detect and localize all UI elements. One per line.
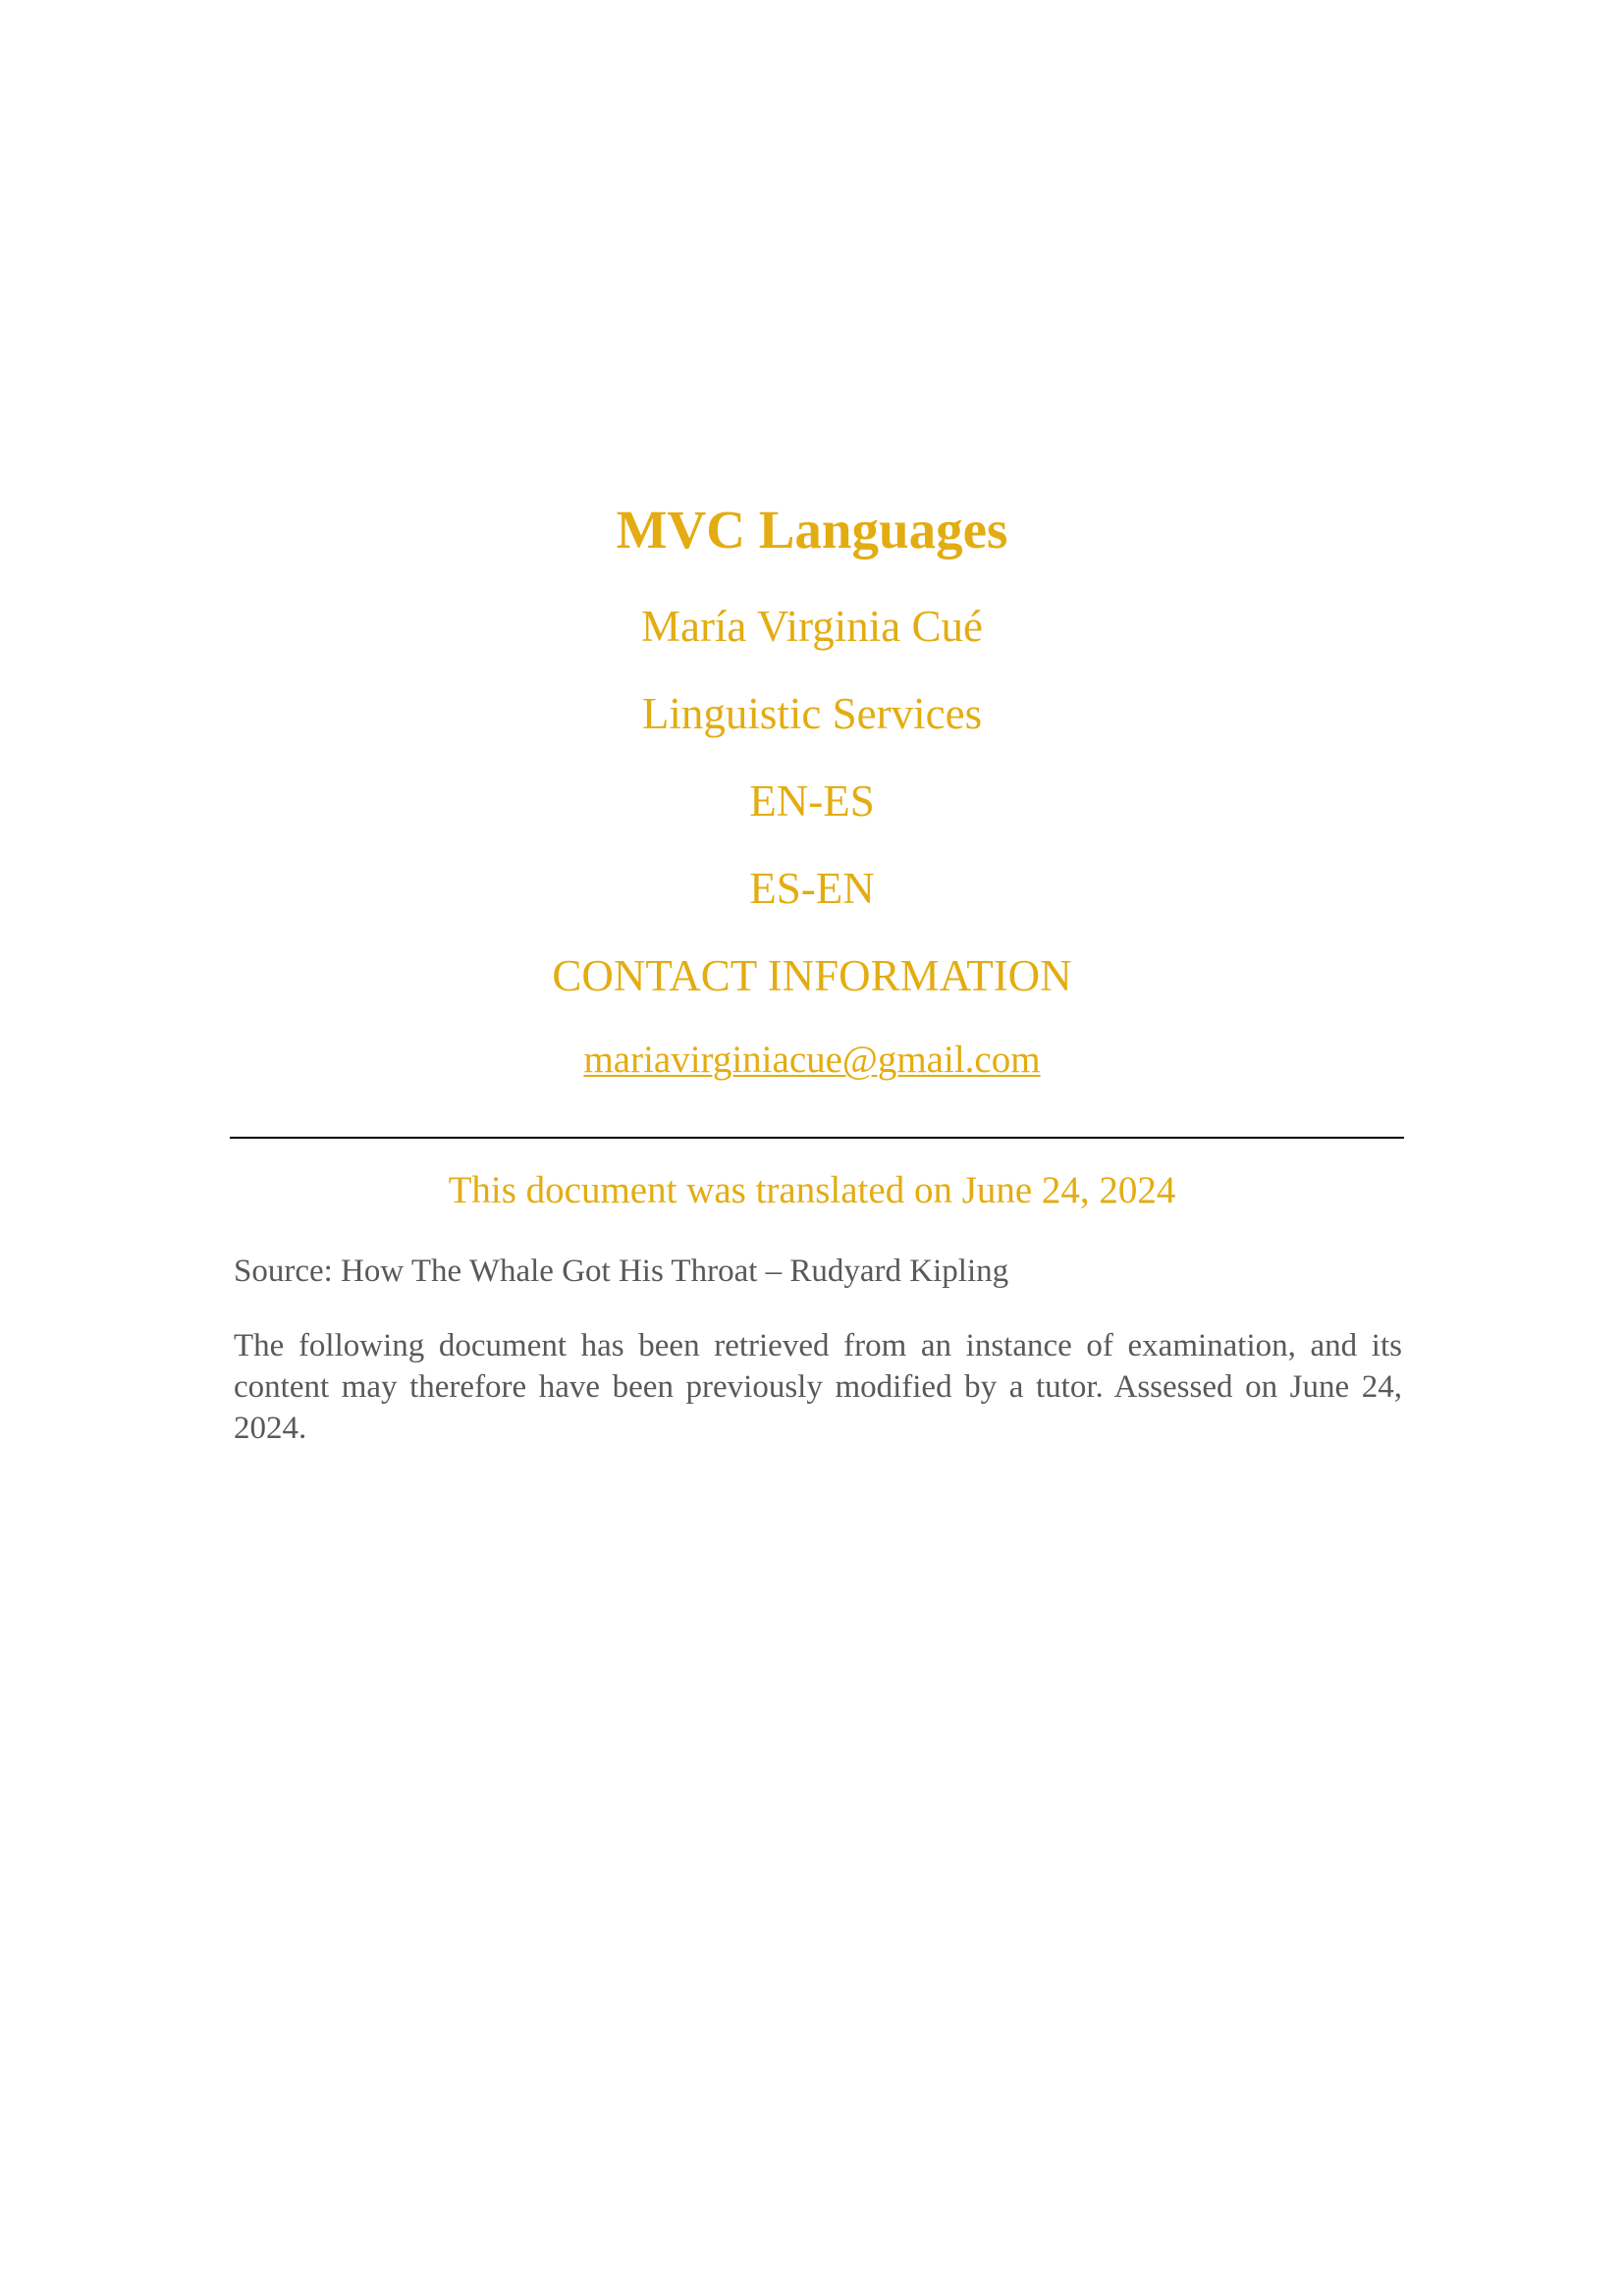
translation-date-note: This document was translated on June 24, 2024 bbox=[448, 1169, 1176, 1211]
email-link[interactable]: mariavirginiacue@gmail.com bbox=[583, 1039, 1041, 1081]
contact-heading: CONTACT INFORMATION bbox=[552, 951, 1072, 1000]
language-pair-es-en: ES-EN bbox=[749, 864, 875, 913]
company-name: MVC Languages bbox=[616, 500, 1008, 560]
services-label: Linguistic Services bbox=[641, 689, 983, 738]
email-line bbox=[0, 1038, 1624, 1083]
disclaimer-paragraph: The following document has been retrieved from an instance of examination, and its content may therefore have been previously modified by a tutor. Assessed on June 24, 2024. bbox=[234, 1328, 1402, 1446]
source-line: Source: How The Whale Got His Throat – Rudyard Kipling bbox=[234, 1254, 1009, 1289]
language-pair-en-es: EN-ES bbox=[749, 776, 875, 826]
owner-name: María Virginia Cué bbox=[640, 602, 984, 651]
divider bbox=[230, 1137, 1404, 1139]
